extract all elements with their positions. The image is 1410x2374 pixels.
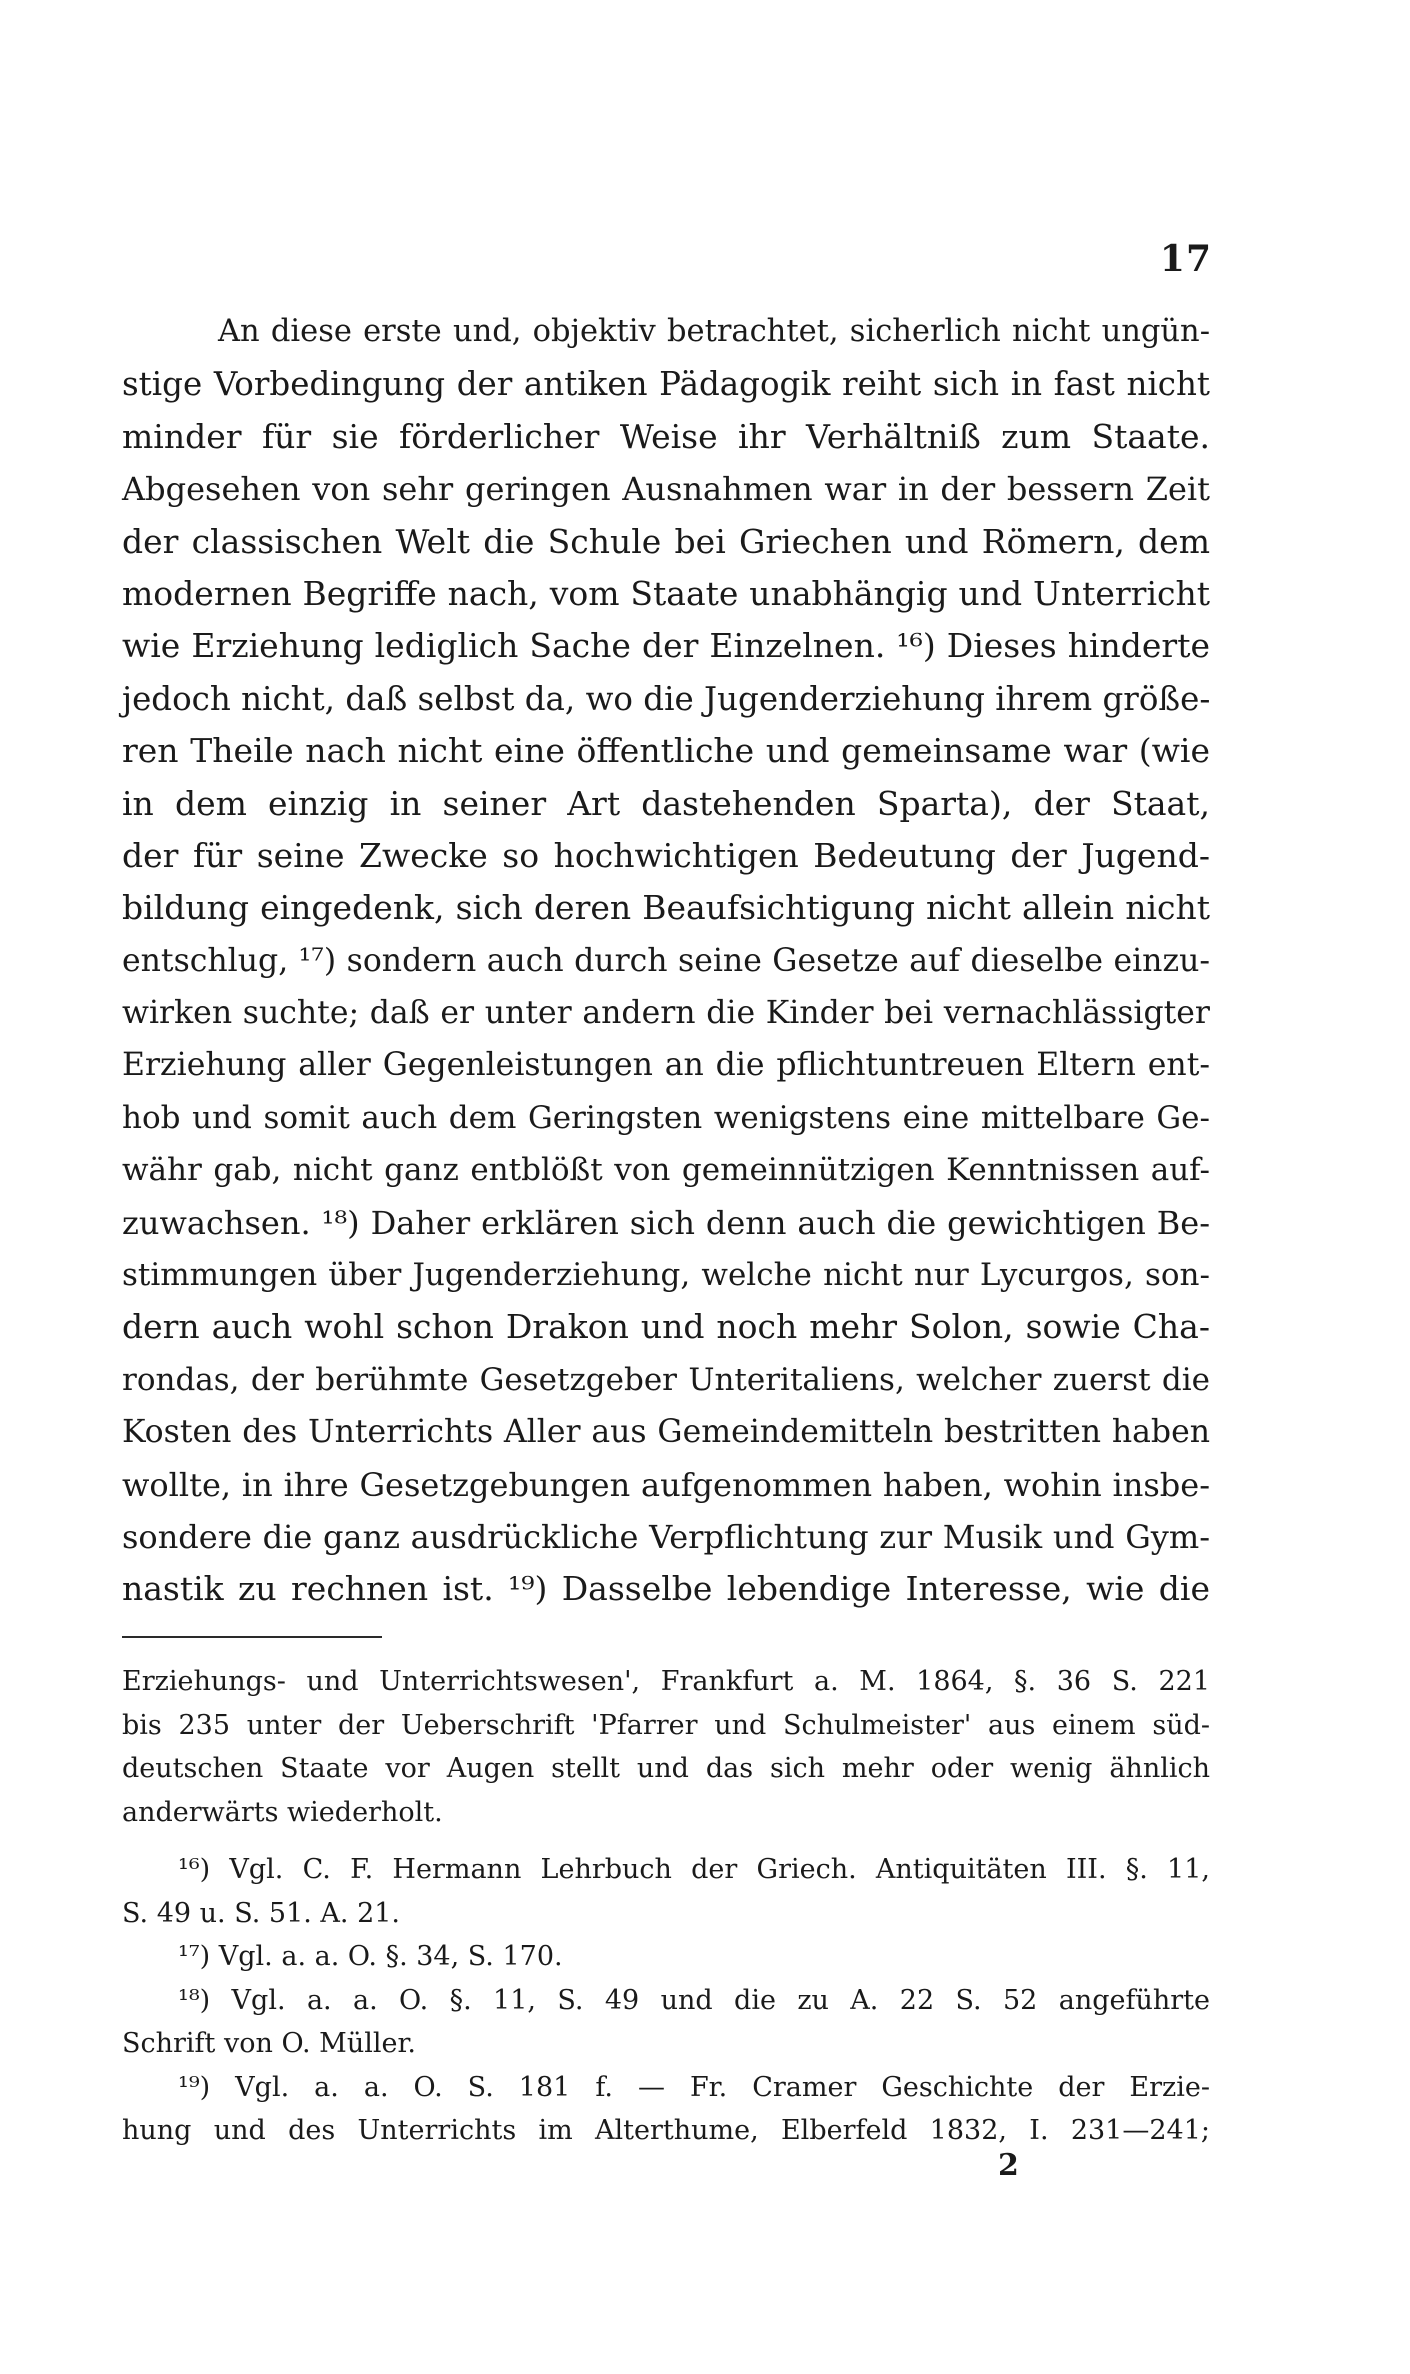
text-line: der classischen Welt die Schule bei Griechen und Römern, dem [122, 521, 1210, 561]
text-line: Kosten des Unterrichts Aller aus Gemeindemitteln bestritten haben [122, 1414, 1210, 1451]
footnote-line: ¹⁶) Vgl. C. F. Hermann Lehrbuch der Griech. Antiquitäten III. §. 11, [178, 1854, 1210, 1885]
text-line: Erziehung aller Gegenleistungen an die pflichtuntreuen Eltern ent- [122, 1047, 1210, 1084]
text-line: modernen Begriffe nach, vom Staate unabhängig und Unterricht [122, 573, 1210, 613]
footnote-line: hung und des Unterrichts im Alterthume, Elberfeld 1832, I. 231—241; [122, 2115, 1210, 2146]
text-line: stimmungen über Jugenderziehung, welche nicht nur Lycurgos, son- [122, 1257, 1210, 1294]
text-line: in dem einzig in seiner Art dastehenden Sparta), der Staat, [122, 783, 1210, 823]
footnote-line: S. 49 u. S. 51. A. 21. [122, 1897, 401, 1929]
page-number: 17 [1159, 238, 1212, 280]
main-text [122, 306, 1210, 1616]
text-line: stige Vorbedingung der antiken Pädagogik reiht sich in fast nicht [122, 365, 1210, 404]
footnote-line: bis 235 unter der Ueberschrift 'Pfarrer und Schulmeister' aus einem süd- [122, 1709, 1210, 1741]
text-line: minder für sie förderlicher Weise ihr Verhältniß zum Staate. [122, 416, 1210, 456]
footnote-line: ¹⁹) Vgl. a. a. O. S. 181 f. — Fr. Cramer Geschichte der Erzie- [178, 2071, 1210, 2103]
footnote-line: anderwärts wiederholt. [122, 1796, 443, 1828]
footnote-17 [122, 1935, 1210, 1979]
footnote-18 [122, 1979, 1210, 2066]
footnote-16 [122, 1848, 1210, 1935]
footnote-19 [122, 2066, 1210, 2153]
footnote-continuation [122, 1660, 1210, 1834]
text-line: wollte, in ihre Gesetzgebungen aufgenommen haben, wohin insbe- [122, 1465, 1210, 1504]
footnote-line: Erziehungs- und Unterrichtswesen', Frankfurt a. M. 1864, §. 36 S. 221 [122, 1666, 1210, 1697]
footnote-separator [122, 1636, 382, 1638]
signature-mark: 2 [998, 2148, 1019, 2183]
footnote-line: Schrift von O. Müller. [122, 2028, 416, 2059]
text-line: bildung eingedenk, sich deren Beaufsichtigung nicht allein nicht [122, 888, 1210, 928]
text-line: hob und somit auch dem Geringsten wenigstens eine mittelbare Ge- [122, 1099, 1210, 1136]
text-line: wie Erziehung lediglich Sache der Einzelnen. ¹⁶) Dieses hinderte [122, 626, 1210, 666]
text-line: Abgesehen von sehr geringen Ausnahmen war in der bessern Zeit [122, 470, 1210, 509]
text-line: zuwachsen. ¹⁸) Daher erklären sich denn auch die gewichtigen Be- [122, 1203, 1210, 1242]
text-line: sondere die ganz ausdrückliche Verpflichtung zur Musik und Gym- [122, 1517, 1210, 1556]
text-line: rondas, der berühmte Gesetzgeber Unteritaliens, welcher zuerst die [122, 1361, 1210, 1398]
text-line: dern auch wohl schon Drakon und noch mehr Solon, sowie Cha- [122, 1307, 1210, 1347]
footnote-line: ¹⁸) Vgl. a. a. O. §. 11, S. 49 und die zu A. 22 S. 52 angeführte [178, 1984, 1210, 2016]
text-line: An diese erste und, objektiv betrachtet, sicherlich nicht ungün- [218, 314, 1210, 349]
text-line: nastik zu rechnen ist. ¹⁹) Dasselbe lebendige Interesse, wie die [122, 1569, 1210, 1609]
footnote-line: deutschen Staate vor Augen stellt und das sich mehr oder wenig ähnlich [122, 1753, 1210, 1784]
text-line: ren Theile nach nicht eine öffentliche und gemeinsame war (wie [122, 731, 1210, 771]
footnote-line: ¹⁷) Vgl. a. a. O. §. 34, S. 170. [178, 1941, 563, 1972]
text-line: der für seine Zwecke so hochwichtigen Bedeutung der Jugend- [122, 835, 1210, 875]
text-line: währ gab, nicht ganz entblößt von gemeinnützigen Kenntnissen auf- [122, 1152, 1210, 1189]
text-line: entschlug, ¹⁷) sondern auch durch seine Gesetze auf dieselbe einzu- [122, 942, 1210, 979]
footnotes [122, 1660, 1210, 2153]
text-line: wirken suchte; daß er unter andern die Kinder bei vernachlässigter [122, 995, 1210, 1032]
text-line: jedoch nicht, daß selbst da, wo die Jugenderziehung ihrem größe- [122, 679, 1211, 718]
